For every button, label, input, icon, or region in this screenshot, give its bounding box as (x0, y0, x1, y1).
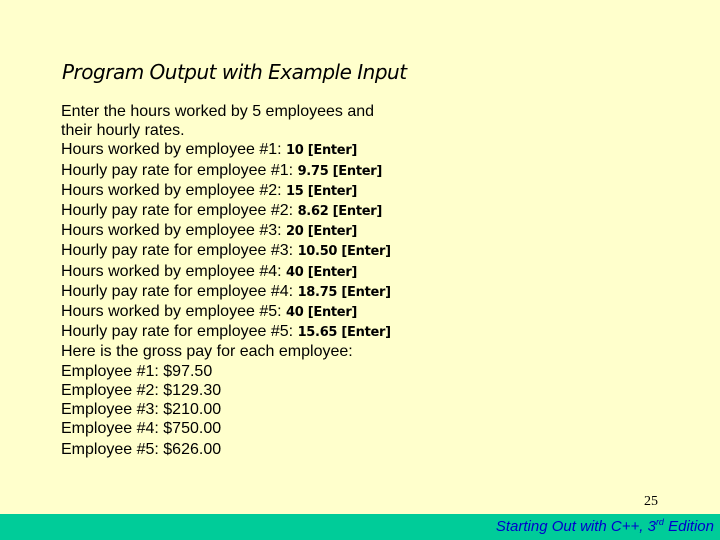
result-line: Employee #1: $97.50 (61, 362, 213, 380)
input-prompt: Hours worked by employee #5: (61, 303, 286, 321)
input-prompt: Hourly pay rate for employee #1: (61, 161, 298, 179)
input-line (61, 221, 391, 241)
intro-line: their hourly rates. (61, 122, 185, 140)
result-line: Employee #5: $626.00 (61, 441, 222, 459)
input-prompt: Hourly pay rate for employee #3: (61, 242, 298, 260)
input-value: 40 [Enter] (286, 305, 358, 321)
input-prompt: Hours worked by employee #1: (61, 141, 286, 159)
book-title-suffix: Edition (663, 518, 714, 535)
input-value: 10.50 [Enter] (297, 244, 391, 260)
input-line (61, 322, 391, 342)
input-value: 9.75 [Enter] (297, 163, 383, 179)
input-value: 20 [Enter] (286, 224, 358, 240)
input-line (61, 181, 391, 201)
footer-bar (0, 514, 720, 540)
result-line: Employee #4: $750.00 (61, 420, 222, 438)
input-value: 40 [Enter] (286, 264, 358, 280)
input-value: 15 [Enter] (286, 183, 358, 199)
input-line (61, 262, 391, 282)
input-line (61, 161, 391, 181)
result-line: Employee #3: $210.00 (61, 401, 222, 419)
program-output (61, 102, 391, 460)
book-title-superscript: rd (655, 517, 664, 527)
page-number: 25 (644, 494, 658, 509)
book-title-prefix: Starting Out with C++, 3 (495, 518, 656, 535)
input-line (61, 302, 391, 322)
input-value: 15.65 [Enter] (297, 325, 391, 341)
input-prompt: Hourly pay rate for employee #5: (61, 323, 298, 341)
input-prompt: Hourly pay rate for employee #4: (61, 282, 298, 300)
input-line (61, 282, 391, 302)
result-line: Employee #2: $129.30 (61, 381, 222, 399)
input-line (61, 140, 391, 160)
input-prompt: Hours worked by employee #3: (61, 222, 286, 240)
input-prompt: Hourly pay rate for employee #2: (61, 202, 298, 220)
input-prompt: Hours worked by employee #2: (61, 181, 286, 199)
input-line (61, 241, 391, 261)
input-value: 18.75 [Enter] (297, 284, 391, 300)
input-prompt: Hours worked by employee #4: (61, 262, 286, 280)
slide-title: Program Output with Example Input (62, 60, 407, 84)
book-title (496, 518, 714, 535)
gross-pay-header: Here is the gross pay for each employee: (61, 343, 353, 361)
input-value: 10 [Enter] (286, 143, 358, 159)
input-line (61, 201, 391, 221)
intro-line: Enter the hours worked by 5 employees and (61, 103, 375, 120)
input-value: 8.62 [Enter] (297, 204, 383, 220)
